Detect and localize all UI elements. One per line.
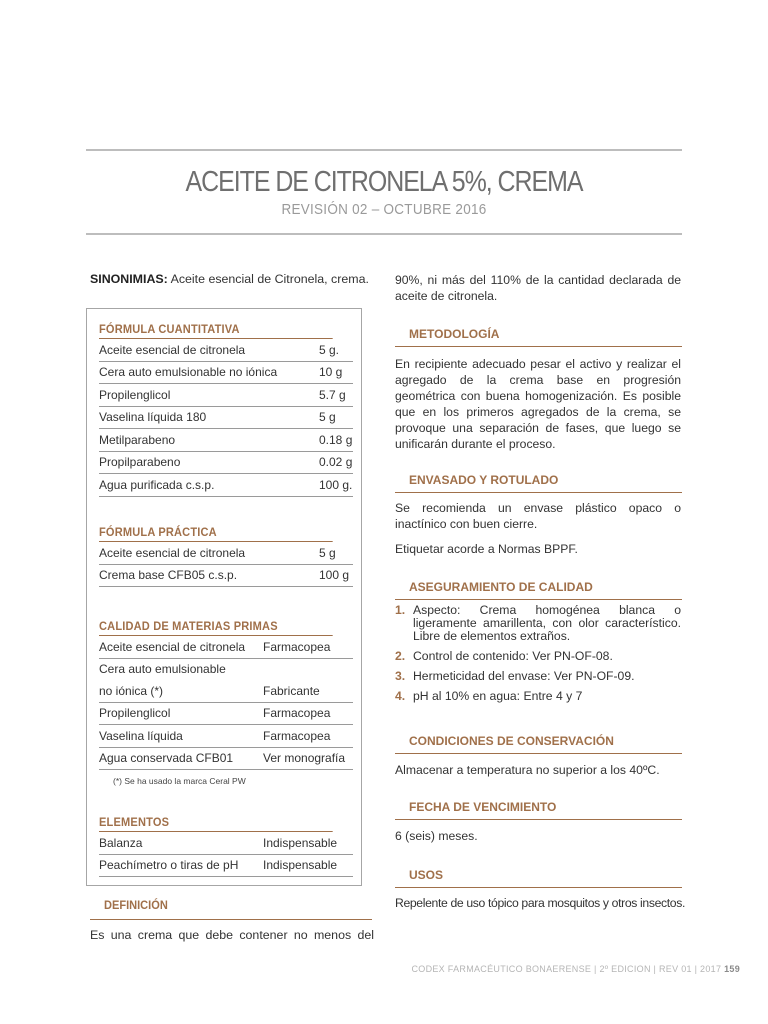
table-row [99, 407, 353, 430]
metodologia-body [395, 356, 681, 452]
table-row [99, 362, 353, 385]
definicion-heading-text: DEFINICIÓN [104, 898, 168, 912]
row-item: Cera auto emulsionable [99, 662, 226, 677]
row-item: Peachímetro o tiras de pH [99, 858, 239, 873]
envasado-heading [395, 473, 682, 493]
table-row [99, 680, 353, 703]
row-item: Vaselina líquida 180 [99, 410, 207, 425]
table-row [99, 429, 353, 452]
row-item: Agua conservada CFB01 [99, 751, 234, 766]
conservacion-heading [395, 734, 682, 754]
metodologia-heading-text: METODOLOGÍA [409, 327, 500, 341]
row-value: 100 g [319, 568, 350, 583]
list-item-number: 1. [395, 603, 406, 617]
row-item: Vaselina líquida [99, 728, 183, 743]
header-top-rule [86, 149, 682, 151]
page-footer [0, 964, 740, 974]
row-item: Propilenglicol [99, 706, 171, 721]
row-item: Crema base CFB05 c.s.p. [99, 568, 238, 583]
row-value: 5 g [319, 545, 336, 560]
header-bottom-rule [86, 233, 682, 235]
list-item-number: 2. [395, 649, 406, 663]
table-row [99, 384, 353, 407]
row-value: Farmacopea [263, 728, 331, 743]
usos-body [395, 895, 686, 911]
row-value: Farmacopea [263, 706, 331, 721]
row-item: Aceite esencial de citronela [99, 545, 246, 560]
elementos-section [99, 815, 353, 877]
usos-heading [395, 868, 682, 888]
row-value: 0.18 g [319, 432, 353, 447]
list-item [395, 690, 681, 703]
row-value: Fabricante [263, 683, 320, 698]
footer-text: CODEX FARMACÉUTICO BONAERENSE | 2º EDICION | REV 01 | 2017 [411, 964, 722, 974]
row-value: Indispensable [263, 858, 338, 873]
list-item-text: pH al 10% en agua: Entre 4 y 7 [413, 689, 583, 703]
sinonimias [90, 272, 374, 286]
page-number: 159 [724, 964, 740, 974]
table-row [99, 452, 353, 475]
envasado-text-1: Se recomienda un envase plástico opaco o inactínico con buen cierre. [395, 501, 681, 531]
table-row [99, 725, 353, 748]
table-row [99, 565, 353, 588]
metodologia-text: En recipiente adecuado pesar el activo y realizar el agregado de la crema base en progresión geométrica con buena homogenización. Es posible que en los primeros agregados de la crema, se provoque una separación de fases, que luego se unificarán durante el proceso. [395, 357, 681, 451]
conservacion-heading-text: CONDICIONES DE CONSERVACIÓN [409, 734, 614, 748]
row-value: 5.7 g [319, 387, 346, 402]
envasado-heading-text: ENVASADO Y ROTULADO [409, 473, 559, 487]
vencimiento-text: 6 (seis) meses. [395, 829, 478, 843]
row-item: Agua purificada c.s.p. [99, 477, 215, 492]
list-item [395, 670, 681, 683]
formula-cuantitativa-heading: FÓRMULA CUANTITATIVA [99, 322, 333, 339]
definicion-continuation [395, 272, 681, 304]
vencimiento-body [395, 828, 681, 844]
list-item-number: 3. [395, 669, 406, 683]
row-value: Indispensable [263, 835, 338, 850]
metodologia-heading [395, 327, 682, 347]
row-item: Metilparabeno [99, 432, 176, 447]
list-item-text: Hermeticidad del envase: Ver PN-OF-09. [413, 669, 635, 683]
formula-cuantitativa-section [99, 322, 353, 497]
list-item-text: Aspecto: Crema homogénea blanca o ligeramente amarillenta, con olor característico. Libre de elementos extraños. [413, 603, 681, 643]
table-row [99, 636, 353, 659]
table-row [99, 659, 353, 681]
table-row [99, 703, 353, 726]
page-title: ACEITE DE CITRONELA 5%, CREMA [185, 166, 583, 198]
row-value: 5 g. [319, 342, 340, 357]
calidad-materias-section [99, 619, 353, 786]
table-row [99, 748, 353, 771]
conservacion-body [395, 762, 681, 778]
page-subtitle: REVISIÓN 02 – OCTUBRE 2016 [281, 201, 487, 218]
row-item: Propilenglicol [99, 387, 171, 402]
table-row [99, 855, 353, 878]
elementos-heading: ELEMENTOS [99, 815, 333, 832]
row-item: Cera auto emulsionable no iónica [99, 365, 278, 380]
definicion-text: Es una crema que debe contener no menos del [90, 928, 374, 942]
formula-practica-section [99, 525, 353, 587]
list-item [395, 650, 681, 663]
vencimiento-heading-text: FECHA DE VENCIMIENTO [409, 800, 557, 814]
conservacion-text: Almacenar a temperatura no superior a los 40ºC. [395, 763, 660, 777]
row-item: Propilparabeno [99, 455, 181, 470]
row-value: 10 g [319, 365, 343, 380]
table-row [99, 542, 353, 565]
definicion-continuation-text: 90%, ni más del 110% de la cantidad declarada de aceite de citronela. [395, 273, 681, 303]
row-value: 100 g. [319, 477, 353, 492]
aseguramiento-heading-text: ASEGURAMIENTO DE CALIDAD [409, 580, 593, 594]
list-item-number: 4. [395, 689, 406, 703]
envasado-text-2: Etiquetar acorde a Normas BPPF. [395, 542, 578, 556]
list-item [395, 604, 681, 643]
usos-heading-text: USOS [409, 868, 444, 882]
vencimiento-heading [395, 800, 682, 820]
row-item: Aceite esencial de citronela [99, 639, 246, 654]
table-row [99, 832, 353, 855]
row-item: Balanza [99, 835, 143, 850]
row-value: Ver monografía [263, 751, 346, 766]
row-value: Farmacopea [263, 639, 331, 654]
sinonimias-text: Aceite esencial de Citronela, crema. [170, 272, 369, 286]
envasado-body [395, 500, 681, 557]
aseguramiento-list [395, 604, 681, 707]
row-item: no iónica (*) [99, 683, 164, 698]
list-item-text: Control de contenido: Ver PN-OF-08. [413, 649, 613, 663]
usos-text: Repelente de uso tópico para mosquitos y otros insectos. [395, 896, 686, 910]
sinonimias-label: SINONIMIAS: [90, 272, 168, 286]
calidad-materias-heading: CALIDAD DE MATERIAS PRIMAS [99, 619, 333, 636]
row-value: 0.02 g [319, 455, 353, 470]
aseguramiento-heading [395, 580, 682, 600]
calidad-note: (*) Se ha usado la marca Ceral PW [113, 776, 246, 786]
table-row [99, 474, 353, 497]
table-row [99, 339, 353, 362]
row-value: 5 g [319, 410, 336, 425]
row-item: Aceite esencial de citronela [99, 342, 246, 357]
definicion-heading [90, 898, 372, 920]
formula-practica-heading: FÓRMULA PRÁCTICA [99, 525, 333, 542]
